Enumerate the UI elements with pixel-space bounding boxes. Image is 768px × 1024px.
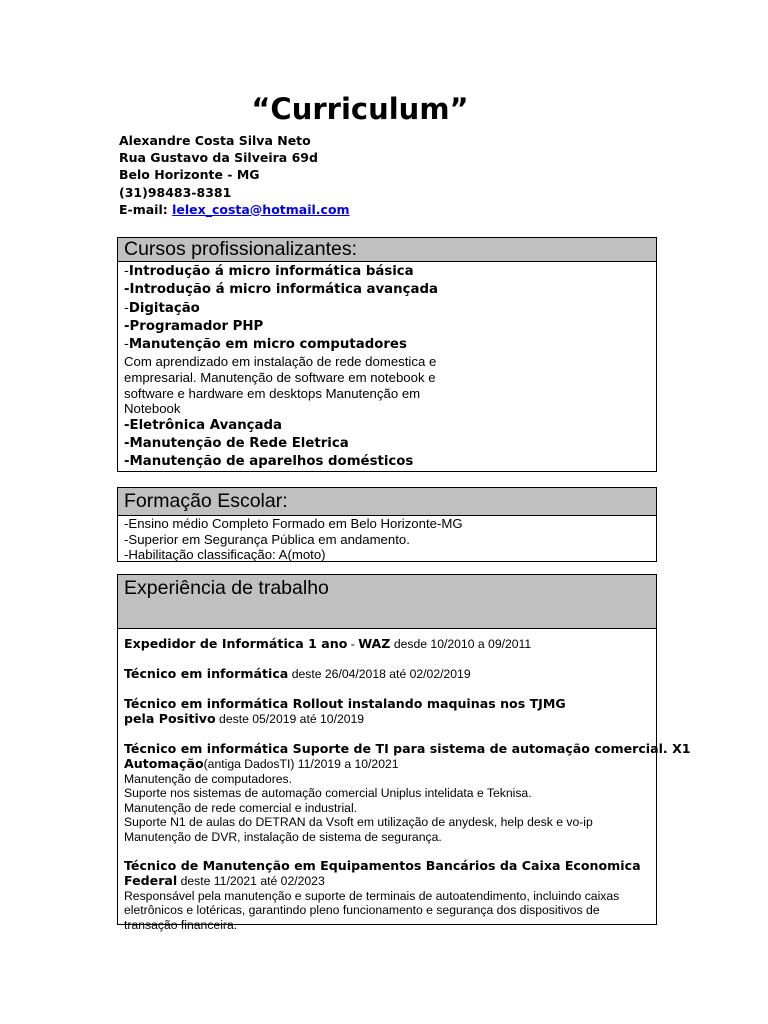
section-cursos: [117, 237, 657, 472]
section-body: [118, 516, 656, 565]
page-title: “Curriculum”: [251, 92, 469, 126]
contact-name: Alexandre Costa Silva Neto: [119, 133, 311, 148]
job-entry: Técnico em informática Rollout instalando maquinas nos TJMG pela Positivo deste 05/2019 até 10/2019: [124, 696, 566, 726]
course-item: -Digitação: [124, 300, 200, 316]
formacao-line: -Superior em Segurança Pública em andamento.: [124, 531, 410, 547]
job-entry: Técnico em informática deste 26/04/2018 até 02/02/2019: [124, 666, 471, 681]
contact-city: Belo Horizonte - MG: [119, 167, 260, 183]
section-heading: Experiência de trabalho: [118, 575, 656, 629]
job-details: Manutenção de computadores. Suporte nos sistemas de automação comercial Uniplus intelidata e Teknisa. Manutenção de rede comercial e industrial. Suporte N1 de aulas do DETRAN da Vsoft em utilização de anydesk, help desk e vo-ip Manutenção de DVR, instalação de sistema de segurança.: [124, 772, 593, 844]
email-link[interactable]: lelex_costa@hotmail.com: [172, 201, 350, 217]
formacao-line: -Habilitação classificação: A(moto): [124, 547, 326, 563]
course-item: -Manutenção em micro computadores: [124, 337, 407, 353]
job-entry: Técnico de Manutenção em Equipamentos Bancários da Caixa Economica Federal deste 11/2021 até 02/2023 Responsável pela manutenção e suporte de terminais de autoatendimento, incluindo caixas eletrônicos e lotéricas, garantindo pleno funcionamento e segurança dos dispositivos de transação financeira.: [124, 858, 656, 932]
course-item: -Manutenção de aparelhos domésticos: [124, 454, 414, 470]
job-details: Responsável pela manutenção e suporte de terminais de autoatendimento, incluindo caixas eletrônicos e lotéricas, garantindo pleno funcionamento e segurança dos dispositivos de transação financeira.: [124, 889, 620, 932]
formacao-line: -Ensino médio Completo Formado em Belo Horizonte-MG: [124, 516, 463, 531]
contact-block: [119, 132, 350, 218]
section-body: [118, 629, 691, 934]
section-body: [118, 262, 656, 474]
course-item: -Programador PHP: [124, 318, 264, 334]
course-item: -Manutenção de Rede Eletrica: [124, 436, 349, 452]
course-description: Com aprendizado em instalação de rede domestica e empresarial. Manutenção de software em notebook e software e hardware em desktops Manutenção em Notebook: [124, 354, 437, 417]
course-item: -Introdução á micro informática avançada: [124, 282, 438, 298]
section-experiencia: [117, 574, 691, 932]
section-formacao: [117, 487, 657, 562]
job-entry: Expedidor de Informática 1 ano - WAZ desde 10/2010 a 09/2011: [124, 636, 532, 651]
job-entry: Técnico em informática Suporte de TI para sistema de automação comercial. X1 Automação(antiga DadosTI) 11/2019 a 10/2021 Manutenção de computadores. Suporte nos sistemas de automação comercial Uniplus intelidata e Teknisa. Manutenção de rede comercial e industrial. Suporte N1 de aulas do DETRAN da Vsoft em utilização de anydesk, help desk e vo-ip Manutenção de DVR, instalação de sistema de segurança.: [124, 741, 691, 844]
contact-address: Rua Gustavo da Silveira 69d: [119, 150, 318, 166]
section-heading: Cursos profissionalizantes:: [118, 238, 656, 262]
contact-email-row: [119, 201, 350, 218]
course-item: -Introdução á micro informática básica: [124, 264, 414, 279]
contact-phone: (31)98483-8381: [119, 184, 232, 200]
section-heading: Formação Escolar:: [118, 488, 656, 516]
course-item: -Eletrônica Avançada: [124, 417, 283, 433]
email-label: E-mail:: [119, 201, 173, 217]
